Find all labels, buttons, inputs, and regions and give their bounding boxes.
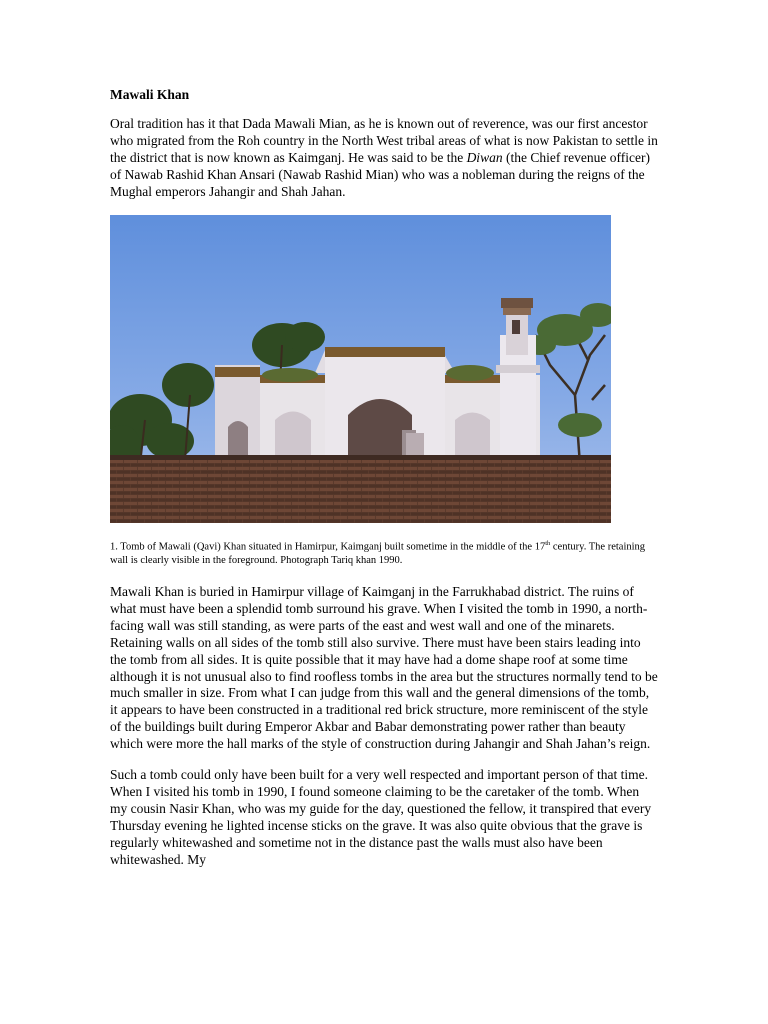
intro-paragraph <box>110 116 658 201</box>
tomb-photograph <box>110 215 611 523</box>
body-paragraph-2: Mawali Khan is buried in Hamirpur village of Kaimganj in the Farrukhabad district. The ruins of what must have been a splendid tomb surround his grave. When I visited the tomb in 1990, a north-facing wall was still standing, as were parts of the east and west wall and one of the minarets. Retaining walls on all sides of the tomb still also survive. There must have been stairs leading into the tomb from all sides. It is quite possible that it may have had a dome shape roof at some time although it is not unusual also to find roofless tombs in the area but the structures normally tend to be much smaller in size. From what I can judge from this wall and the general dimensions of the tomb, it appears to have been constructed in a traditional red brick structure, more reminiscent of the style of the buildings built during Emperor Akbar and Babar demonstrating power rather than beauty which were more the hall marks of the style of construction during Jahangir and Shah Jahan’s reign. <box>110 584 658 752</box>
photo-caption <box>110 537 658 568</box>
intro-italic-term: Diwan <box>466 149 503 165</box>
caption-superscript: th <box>545 539 551 547</box>
document-page <box>110 86 658 883</box>
intro-text-end: (the Chief revenue officer) of Nawab Rashid Khan Ansari (Nawab Rashid Mian) who was a nobleman during the reigns of the Mughal emperors Jahangir and Shah Jahan. <box>110 149 651 199</box>
caption-text-start: 1. Tomb of Mawali (Qavi) Khan situated in Hamirpur, Kaimganj built sometime in the middle of the 17 <box>110 541 546 553</box>
document-title: Mawali Khan <box>110 87 190 102</box>
body-paragraph-3: Such a tomb could only have been built for a very well respected and important person of that time. When I visited his tomb in 1990, I found someone claiming to be the caretaker of the tomb. When my cousin Nasir Khan, who was my guide for the day, questioned the fellow, it transpired that every Thursday evening he lighted incense sticks on the grave. It was also quite obvious that the grave is regularly whitewashed and sometime not in the distance past the walls must also have been whitewashed. My <box>110 767 652 867</box>
intro-text-start: Oral tradition has it that Dada Mawali Mian, as he is known out of reverence, was our first ancestor who migrated from the Roh country in the North West tribal areas of what is now Pakistan to settle in the district that is now known as Kaimganj. He was said to be the <box>110 116 658 165</box>
caption-text-end: century. The retaining wall is clearly visible in the foreground. Photograph Tariq khan 1990. <box>110 541 646 566</box>
